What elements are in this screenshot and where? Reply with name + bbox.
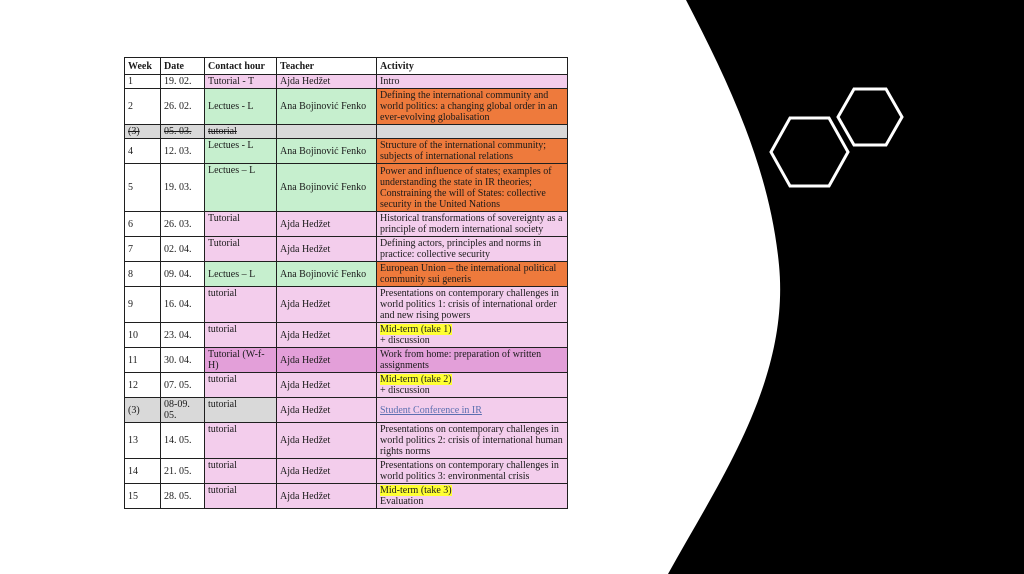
midterm-highlight: Mid-term (take 1)	[380, 324, 452, 335]
cell-teacher: Ajda Hedžet	[277, 323, 377, 348]
cell-activity: Presentations on contemporary challenges in world politics 2: crisis of international human rights norms	[377, 423, 568, 459]
cell-contact-hour: Tutorial (W-f-H)	[205, 348, 277, 373]
cell-teacher: Ana Bojinović Fenko	[277, 262, 377, 287]
cell-date: 28. 05.	[161, 484, 205, 509]
cell-activity: Defining actors, principles and norms in practice: collective security	[377, 237, 568, 262]
cell-date: 08-09. 05.	[161, 398, 205, 423]
cell-contact-hour: Tutorial	[205, 237, 277, 262]
cell-week: 4	[125, 139, 161, 164]
header-activity: Activity	[377, 58, 568, 75]
cell-week: 2	[125, 89, 161, 125]
student-conference-link[interactable]: Student Conference in IR	[380, 404, 482, 416]
cell-date: 23. 04.	[161, 323, 205, 348]
cell-activity	[377, 398, 568, 423]
table-row	[125, 459, 568, 484]
header-teacher: Teacher	[277, 58, 377, 75]
cell-date: 19. 02.	[161, 75, 205, 89]
cell-activity: European Union – the international political community sui generis	[377, 262, 568, 287]
cell-teacher: Ajda Hedžet	[277, 459, 377, 484]
cell-date: 05. 03.	[161, 125, 205, 139]
cell-activity: Power and influence of states; examples of understanding the state in IR theories; Constraining the will of States: collective security in the United Nations	[377, 164, 568, 212]
header-date: Date	[161, 58, 205, 75]
cell-activity: Structure of the international community; subjects of international relations	[377, 139, 568, 164]
cell-date: 16. 04.	[161, 287, 205, 323]
cell-week: (3)	[125, 398, 161, 423]
cell-week: 8	[125, 262, 161, 287]
cell-activity	[377, 125, 568, 139]
cell-date: 09. 04.	[161, 262, 205, 287]
cell-teacher: Ajda Hedžet	[277, 373, 377, 398]
cell-teacher: Ajda Hedžet	[277, 484, 377, 509]
header-week: Week	[125, 58, 161, 75]
cell-contact-hour: Tutorial	[205, 212, 277, 237]
cell-contact-hour: Tutorial - T	[205, 75, 277, 89]
cell-activity	[377, 373, 568, 398]
activity-note: + discussion	[380, 385, 430, 396]
cell-week: 9	[125, 287, 161, 323]
cell-teacher: Ajda Hedžet	[277, 348, 377, 373]
cell-contact-hour: tutorial	[205, 459, 277, 484]
cell-activity: Work from home: preparation of written assignments	[377, 348, 568, 373]
midterm-highlight: Mid-term (take 3)	[380, 485, 452, 496]
table-row	[125, 323, 568, 348]
cell-date: 30. 04.	[161, 348, 205, 373]
cell-contact-hour: tutorial	[205, 287, 277, 323]
cell-teacher: Ajda Hedžet	[277, 287, 377, 323]
cell-activity: Intro	[377, 75, 568, 89]
cell-week: 15	[125, 484, 161, 509]
table-row	[125, 237, 568, 262]
table-row	[125, 212, 568, 237]
table-row	[125, 373, 568, 398]
cell-activity: Presentations on contemporary challenges in world politics 1: crisis of international order and new rising powers	[377, 287, 568, 323]
cell-week: 14	[125, 459, 161, 484]
activity-note: + discussion	[380, 335, 430, 346]
cell-date: 26. 02.	[161, 89, 205, 125]
cell-contact-hour: tutorial	[205, 125, 277, 139]
cell-contact-hour: Lectues – L	[205, 164, 277, 212]
cell-contact-hour: Lectues - L	[205, 89, 277, 125]
cell-week: 1	[125, 75, 161, 89]
table-row	[125, 164, 568, 212]
cell-week: 13	[125, 423, 161, 459]
cell-teacher: Ajda Hedžet	[277, 212, 377, 237]
cell-activity	[377, 323, 568, 348]
cell-contact-hour: tutorial	[205, 373, 277, 398]
header-contact-hour: Contact hour	[205, 58, 277, 75]
cell-date: 21. 05.	[161, 459, 205, 484]
cell-week: 5	[125, 164, 161, 212]
cell-contact-hour: tutorial	[205, 323, 277, 348]
activity-note: Evaluation	[380, 496, 424, 507]
table-row	[125, 484, 568, 509]
schedule-table	[124, 57, 568, 509]
cell-contact-hour: tutorial	[205, 398, 277, 423]
cell-teacher: Ana Bojinović Fenko	[277, 89, 377, 125]
cell-contact-hour: tutorial	[205, 423, 277, 459]
table-row	[125, 125, 568, 139]
cell-teacher: Ana Bojinović Fenko	[277, 164, 377, 212]
table-row	[125, 398, 568, 423]
cell-teacher: Ajda Hedžet	[277, 75, 377, 89]
cell-date: 26. 03.	[161, 212, 205, 237]
cell-contact-hour: tutorial	[205, 484, 277, 509]
black-panel	[668, 0, 1024, 574]
cell-teacher: Ajda Hedžet	[277, 237, 377, 262]
cell-teacher	[277, 125, 377, 139]
table-header-row	[125, 58, 568, 75]
cell-teacher: Ana Bojinović Fenko	[277, 139, 377, 164]
cell-week: 10	[125, 323, 161, 348]
table-row	[125, 348, 568, 373]
table-row	[125, 75, 568, 89]
cell-date: 14. 05.	[161, 423, 205, 459]
cell-activity: Defining the international community and world politics: a changing global order in an ever-evolving globalisation	[377, 89, 568, 125]
cell-date: 12. 03.	[161, 139, 205, 164]
cell-week: 6	[125, 212, 161, 237]
cell-activity: Historical transformations of sovereignty as a principle of modern international society	[377, 212, 568, 237]
table-row	[125, 262, 568, 287]
cell-week: 12	[125, 373, 161, 398]
cell-contact-hour: Lectues – L	[205, 262, 277, 287]
midterm-highlight: Mid-term (take 2)	[380, 374, 452, 385]
cell-date: 02. 04.	[161, 237, 205, 262]
cell-week: (3)	[125, 125, 161, 139]
cell-contact-hour: Lectues - L	[205, 139, 277, 164]
cell-activity	[377, 484, 568, 509]
table-row	[125, 287, 568, 323]
cell-week: 7	[125, 237, 161, 262]
table-row	[125, 423, 568, 459]
cell-teacher: Ajda Hedžet	[277, 398, 377, 423]
cell-week: 11	[125, 348, 161, 373]
cell-teacher: Ajda Hedžet	[277, 423, 377, 459]
cell-activity: Presentations on contemporary challenges in world politics 3: environmental crisis	[377, 459, 568, 484]
table-row	[125, 139, 568, 164]
cell-date: 07. 05.	[161, 373, 205, 398]
cell-date: 19. 03.	[161, 164, 205, 212]
table-row	[125, 89, 568, 125]
